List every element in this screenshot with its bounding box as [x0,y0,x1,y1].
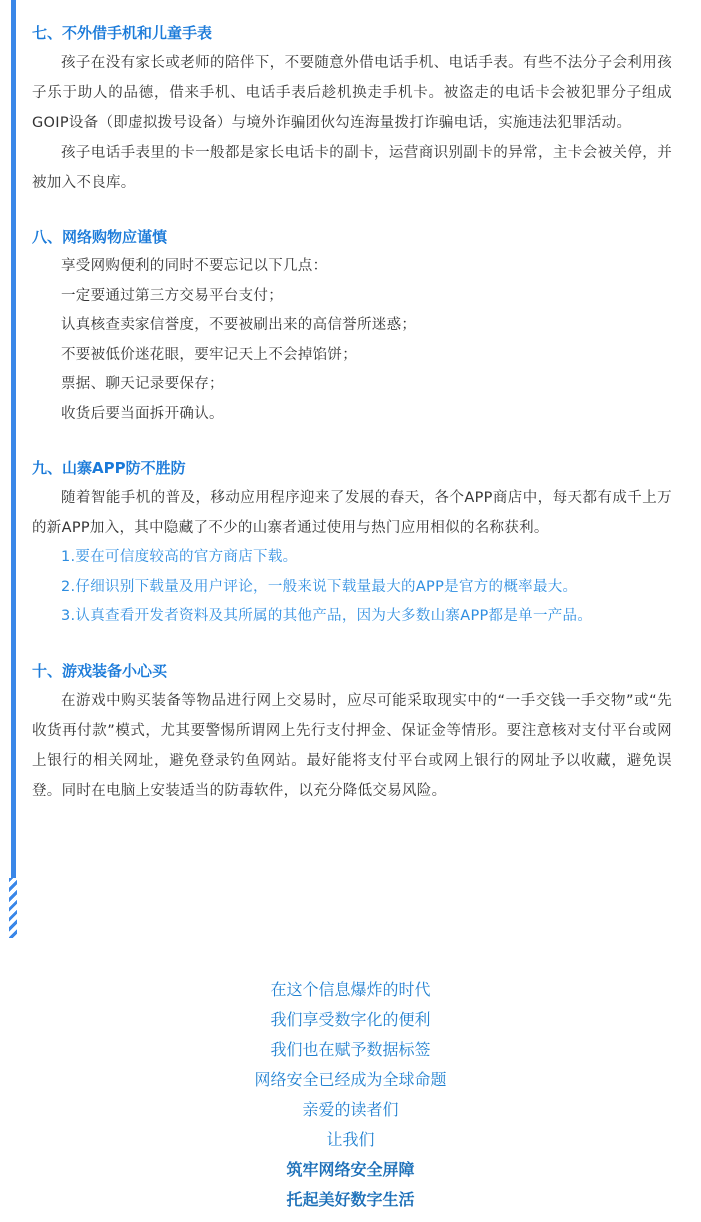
section-9 [32,453,672,632]
closing-slogan: 筑牢网络安全屏障 [286,1160,415,1179]
section-title: 九、山寨APP防不胜防 [32,459,186,477]
section-10 [32,656,672,806]
paragraph: 在游戏中购买装备等物品进行网上交易时，应尽可能采取现实中的“一手交钱一手交物”或“先收货再付款”模式，尤其要警惕所谓网上先行支付押金、保证金等情形。要注意核对支付平台或网上银行的相关网址，避免登录钓鱼网站。最好能将支付平台或网上银行的网址予以收藏，避免误登。同时在电脑上安装适当的防毒软件，以充分降低交易风险。 [32,692,672,799]
section-title: 七、不外借手机和儿童手表 [32,24,213,42]
tip-item: 2.仔细识别下载量及用户评论，一般来说下载量最大的APP是官方的概率最大。 [61,578,578,595]
closing-line: 我们享受数字化的便利 [270,1010,431,1029]
accent-stripe-decoration [9,878,17,938]
section-8 [32,222,672,429]
list-item: 一定要通过第三方交易平台支付； [61,287,283,304]
closing-line: 我们也在赋予数据标签 [270,1040,431,1059]
closing-line: 让我们 [326,1130,375,1149]
section-7 [32,18,672,198]
list-item: 票据、聊天记录要保存； [61,376,224,392]
section-title: 十、游戏装备小心买 [32,661,168,680]
list-item: 不要被低价迷花眼，要牢记天上不会掉馅饼； [61,346,357,363]
paragraph: 随着智能手机的普及，移动应用程序迎来了发展的春天，各个APP商店中，每天都有成千上万的新APP加入，其中隐藏了不少的山寨者通过使用与热门应用相似的名称获利。 [32,490,672,536]
paragraph: 孩子电话手表里的卡一般都是家长电话卡的副卡，运营商识别副卡的异常，主卡会被关停，并被加入不良库。 [32,145,672,191]
closing-slogan: 托起美好数字生活 [286,1190,415,1209]
closing-message [0,975,701,1215]
closing-line: 网络安全已经成为全球命题 [254,1070,447,1089]
tip-item: 1.要在可信度较高的官方商店下载。 [61,549,298,565]
closing-line: 亲爱的读者们 [302,1100,399,1119]
closing-line: 在这个信息爆炸的时代 [270,980,431,999]
list-item: 收货后要当面拆开确认。 [61,405,224,422]
paragraph: 孩子在没有家长或老师的陪伴下，不要随意外借电话手机、电话手表。有些不法分子会利用孩子乐于助人的品德，借来手机、电话手表后趁机换走手机卡。被盗走的电话卡会被犯罪分子组成GOIP设备（即虚拟拨号设备）与境外诈骗团伙勾连海量拨打诈骗电话，实施违法犯罪活动。 [32,55,672,131]
tip-item: 3.认真查看开发者资料及其所属的其他产品，因为大多数山寨APP都是单一产品。 [61,608,593,624]
section-title: 八、网络购物应谨慎 [32,228,168,246]
article-content [32,18,672,830]
list-item: 认真核查卖家信誉度，不要被刷出来的高信誉所迷惑； [61,317,417,333]
list-item: 享受网购便利的同时不要忘记以下几点： [61,258,328,274]
left-accent-bar [11,0,16,878]
